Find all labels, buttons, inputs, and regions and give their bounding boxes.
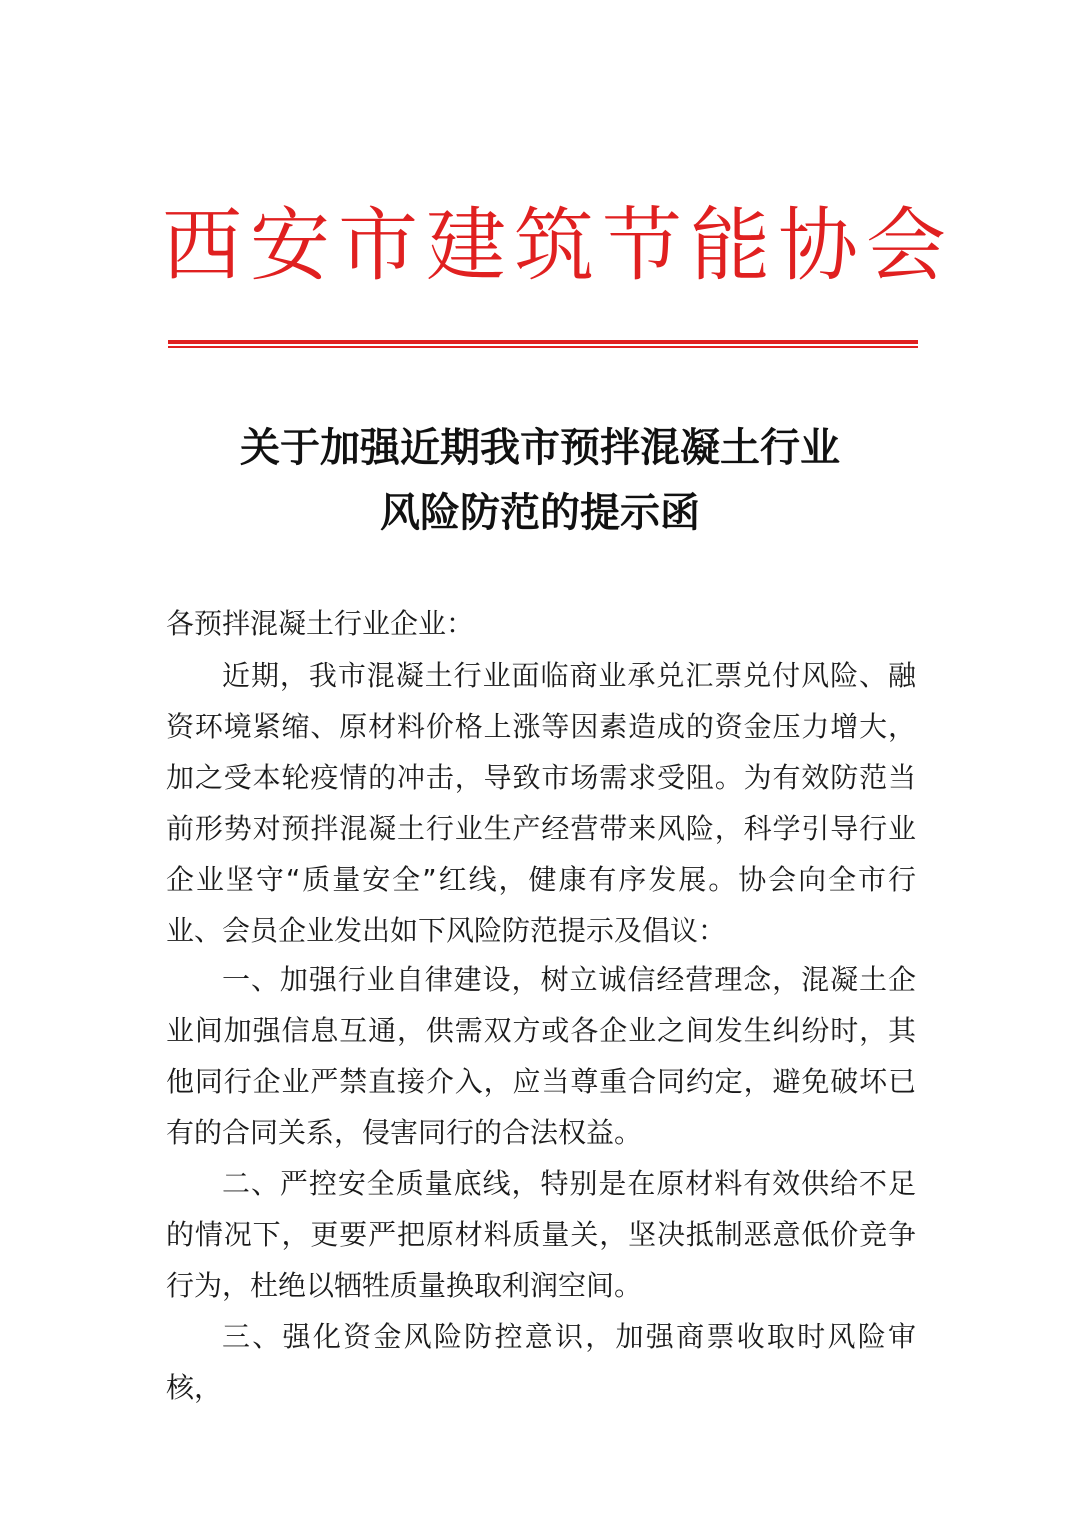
document-title-line-2: 风险防范的提示函 <box>380 489 700 536</box>
paragraph-item-2: 二、严控安全质量底线，特别是在原材料有效供给不足的情况下，更要严把原材料质量关，坚决抵制恶意低价竞争行为，杜绝以牺牲质量换取利润空间。 <box>166 1167 916 1302</box>
paragraph-item-1: 一、加强行业自律建设，树立诚信经营理念，混凝土企业间加强信息互通，供需双方或各企业之间发生纠纷时，其他同行企业严禁直接介入，应当尊重合同约定，避免破坏已有的合同关系，侵害同行的合法权益。 <box>166 963 916 1149</box>
letterhead-red-rule <box>168 340 918 348</box>
paragraph-item-3: 三、强化资金风险防控意识，加强商票收取时风险审核， <box>166 1320 916 1404</box>
paragraph-intro: 近期，我市混凝土行业面临商业承兑汇票兑付风险、融资环境紧缩、原材料价格上涨等因素造成的资金压力增大，加之受本轮疫情的冲击，导致市场需求受阻。为有效防范当前形势对预拌混凝土行业生产经营带来风险，科学引导行业企业坚守“质量安全”红线，健康有序发展。协会向全市行业、会员企业发出如下风险防范提示及倡议： <box>166 659 916 947</box>
letterhead-org-name: 西安市建筑节能协会 <box>162 199 954 292</box>
red-rule-thick-line <box>168 340 918 344</box>
salutation: 各预拌混凝土行业企业： <box>166 607 475 640</box>
red-rule-thin-line <box>168 346 918 348</box>
document-title-line-1: 关于加强近期我市预拌混凝土行业 <box>240 424 840 471</box>
